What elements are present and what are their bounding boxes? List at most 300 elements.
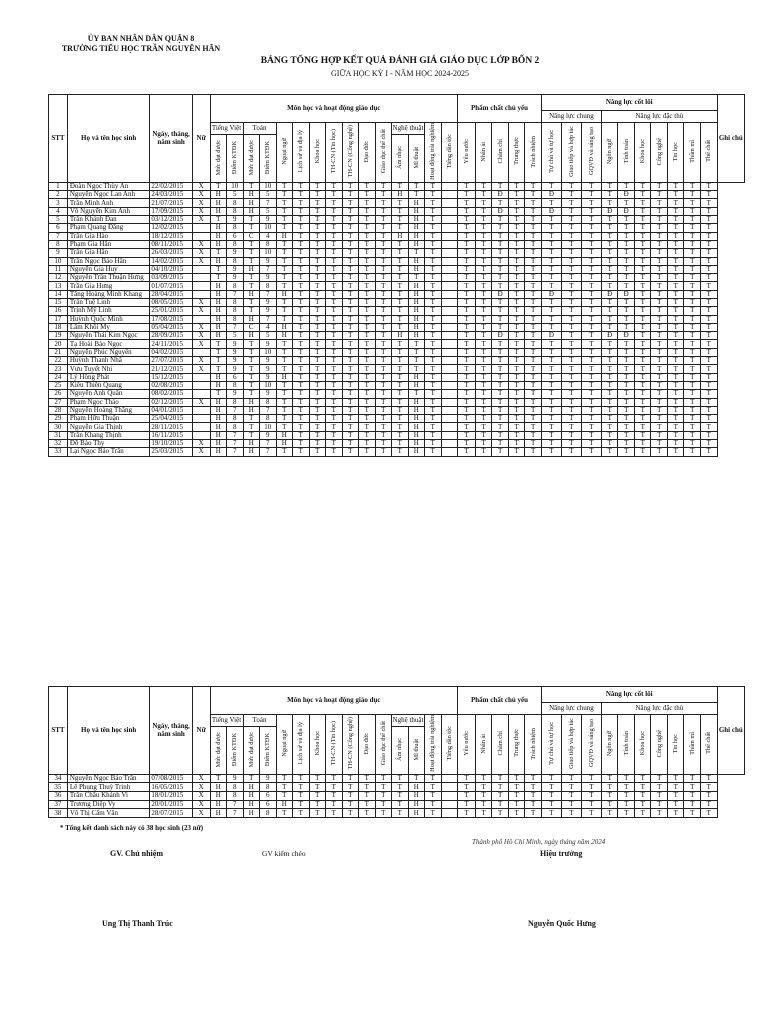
result-cell: T bbox=[492, 274, 509, 282]
result-cell: T bbox=[541, 224, 561, 232]
result-cell: T bbox=[359, 783, 376, 792]
result-cell: T bbox=[392, 307, 409, 315]
column-header-label: Điểm KTĐK bbox=[231, 733, 239, 767]
row-number: 19 bbox=[49, 332, 68, 340]
result-cell: T bbox=[458, 199, 476, 207]
result-cell: T bbox=[309, 191, 326, 199]
result-cell: T bbox=[458, 290, 476, 298]
column-header bbox=[667, 123, 684, 183]
result-cell: T bbox=[684, 398, 701, 406]
result-cell: T bbox=[293, 240, 310, 248]
result-cell: T bbox=[375, 199, 392, 207]
result-cell: T bbox=[601, 809, 618, 818]
result-cell: T bbox=[541, 448, 561, 456]
column-header bbox=[601, 123, 618, 183]
result-cell: T bbox=[326, 216, 343, 224]
birth-date: 05/04/2015 bbox=[150, 323, 192, 331]
result-cell: T bbox=[309, 315, 326, 323]
result-cell: T bbox=[508, 274, 525, 282]
result-cell: T bbox=[425, 240, 442, 248]
result-cell: T bbox=[684, 290, 701, 298]
result-cell: T bbox=[561, 199, 581, 207]
result-cell: T bbox=[342, 348, 359, 356]
result-cell: T bbox=[561, 290, 581, 298]
result-cell: T bbox=[525, 448, 542, 456]
result-cell: H bbox=[408, 257, 425, 265]
result-cell: T bbox=[425, 199, 442, 207]
result-cell bbox=[441, 340, 458, 348]
result-cell: T bbox=[601, 390, 618, 398]
result-cell: T bbox=[458, 440, 476, 448]
result-cell: T bbox=[618, 348, 635, 356]
result-cell bbox=[441, 274, 458, 282]
birth-date: 22/02/2015 bbox=[150, 182, 192, 190]
table-row bbox=[49, 274, 745, 282]
female-mark bbox=[192, 348, 210, 356]
row-number: 8 bbox=[49, 240, 68, 248]
result-cell: 8 bbox=[260, 783, 277, 792]
result-cell: T bbox=[525, 332, 542, 340]
result-cell: T bbox=[525, 406, 542, 414]
result-cell: T bbox=[359, 800, 376, 809]
result-cell: T bbox=[601, 282, 618, 290]
result-cell: T bbox=[667, 207, 684, 215]
result-cell: T bbox=[342, 357, 359, 365]
result-cell: 8 bbox=[260, 240, 277, 248]
result-cell: H bbox=[243, 406, 260, 414]
student-name: Trần Gia Hân bbox=[67, 249, 150, 257]
result-cell: T bbox=[581, 440, 601, 448]
result-cell: 10 bbox=[260, 182, 277, 190]
column-header-label: Nhân ái bbox=[480, 141, 488, 162]
result-cell: T bbox=[243, 282, 260, 290]
result-cell: T bbox=[392, 340, 409, 348]
result-cell: 8 bbox=[260, 415, 277, 423]
result-cell bbox=[441, 783, 458, 792]
result-cell: T bbox=[581, 199, 601, 207]
result-cell: T bbox=[700, 423, 717, 431]
row-number: 16 bbox=[49, 307, 68, 315]
column-header-label: Mức đạt được bbox=[247, 139, 255, 176]
result-cell: T bbox=[359, 257, 376, 265]
result-cell: T bbox=[458, 774, 476, 783]
result-cell: T bbox=[458, 800, 476, 809]
result-cell: T bbox=[684, 423, 701, 431]
result-cell: T bbox=[634, 774, 651, 783]
result-cell: T bbox=[392, 299, 409, 307]
female-header: Nữ bbox=[192, 687, 210, 775]
result-cell: T bbox=[601, 232, 618, 240]
column-header bbox=[634, 715, 651, 775]
result-cell: T bbox=[408, 182, 425, 190]
result-cell: T bbox=[276, 274, 293, 282]
result-cell: T bbox=[492, 406, 509, 414]
result-cell: T bbox=[326, 332, 343, 340]
result-cell: T bbox=[561, 357, 581, 365]
result-cell: T bbox=[309, 423, 326, 431]
result-cell: T bbox=[667, 431, 684, 439]
result-cell: H bbox=[392, 332, 409, 340]
general-competence-header: Năng lực chung bbox=[541, 703, 601, 715]
result-cell: H bbox=[210, 406, 227, 414]
birth-date: 08/11/2015 bbox=[150, 240, 192, 248]
result-cell: T bbox=[651, 240, 668, 248]
result-cell: T bbox=[700, 340, 717, 348]
qualities-group-header: Phẩm chất chủ yếu bbox=[458, 95, 542, 123]
result-cell: T bbox=[342, 315, 359, 323]
stt-header: STT bbox=[49, 687, 68, 775]
result-cell: T bbox=[276, 224, 293, 232]
student-name: Nguyễn Thái Kim Ngọc bbox=[67, 332, 150, 340]
column-header-label: Thẩm mĩ bbox=[688, 731, 696, 755]
result-cell: H bbox=[243, 398, 260, 406]
result-cell: T bbox=[210, 348, 227, 356]
result-cell: T bbox=[634, 792, 651, 801]
result-cell: T bbox=[561, 299, 581, 307]
result-cell: 7 bbox=[260, 440, 277, 448]
female-mark: X bbox=[192, 299, 210, 307]
result-cell: T bbox=[667, 265, 684, 273]
column-header-label: Tính toán bbox=[622, 731, 630, 756]
result-cell: T bbox=[684, 381, 701, 389]
result-cell: T bbox=[243, 224, 260, 232]
column-header bbox=[651, 123, 668, 183]
row-number: 36 bbox=[49, 792, 68, 801]
result-cell: T bbox=[293, 216, 310, 224]
column-header-label: Điểm KTĐK bbox=[231, 141, 239, 175]
result-cell: T bbox=[561, 207, 581, 215]
result-cell: T bbox=[634, 182, 651, 190]
result-cell: T bbox=[276, 307, 293, 315]
result-cell bbox=[441, 406, 458, 414]
result-cell: H bbox=[210, 809, 227, 818]
result-cell: T bbox=[541, 282, 561, 290]
subjects-group-header: Môn học và hoạt động giáo dục bbox=[210, 95, 458, 123]
result-cell bbox=[441, 282, 458, 290]
result-cell: T bbox=[342, 290, 359, 298]
table-row bbox=[49, 332, 745, 340]
result-cell: T bbox=[561, 307, 581, 315]
result-cell: T bbox=[425, 257, 442, 265]
student-name: Nguyễn Anh Quân bbox=[67, 390, 150, 398]
column-header-label: Thể chất bbox=[705, 140, 713, 163]
result-cell: H bbox=[276, 323, 293, 331]
result-cell: T bbox=[541, 774, 561, 783]
report-title: BẢNG TỔNG HỢP KẾT QUẢ ĐÁNH GIÁ GIÁO DỤC LỚP BỐN 2 bbox=[260, 56, 540, 66]
result-cell: 9 bbox=[227, 390, 244, 398]
result-cell: T bbox=[293, 199, 310, 207]
result-cell: T bbox=[392, 348, 409, 356]
result-cell: T bbox=[475, 265, 492, 273]
result-cell: T bbox=[700, 783, 717, 792]
checker-title: GV kiểm chéo bbox=[262, 849, 306, 858]
result-cell: T bbox=[651, 290, 668, 298]
result-cell: T bbox=[684, 315, 701, 323]
result-cell: T bbox=[525, 307, 542, 315]
result-cell: T bbox=[359, 282, 376, 290]
result-cell: H bbox=[210, 415, 227, 423]
column-header-label: Công nghệ bbox=[655, 137, 663, 166]
female-mark bbox=[192, 431, 210, 439]
result-cell: T bbox=[293, 315, 310, 323]
result-cell: T bbox=[700, 390, 717, 398]
result-cell: T bbox=[276, 207, 293, 215]
result-cell: T bbox=[525, 315, 542, 323]
result-cell: T bbox=[541, 431, 561, 439]
result-cell: 7 bbox=[260, 199, 277, 207]
result-cell: H bbox=[243, 809, 260, 818]
result-cell: H bbox=[408, 431, 425, 439]
result-cell: T bbox=[667, 783, 684, 792]
result-cell: T bbox=[408, 348, 425, 356]
result-cell: T bbox=[425, 357, 442, 365]
result-cell: H bbox=[408, 448, 425, 456]
result-cell: 10 bbox=[260, 224, 277, 232]
result-cell: T bbox=[634, 265, 651, 273]
result-cell: T bbox=[667, 299, 684, 307]
result-cell: T bbox=[458, 282, 476, 290]
result-cell: T bbox=[634, 216, 651, 224]
birth-date: 04/10/2015 bbox=[150, 265, 192, 273]
result-cell: T bbox=[561, 332, 581, 340]
result-cell: T bbox=[326, 315, 343, 323]
row-number: 20 bbox=[49, 340, 68, 348]
column-header bbox=[375, 715, 392, 775]
student-name: Tăng Hoàng Minh Khang bbox=[67, 290, 150, 298]
student-name: Võ Thị Cẩm Vân bbox=[67, 809, 150, 818]
result-cell: T bbox=[392, 224, 409, 232]
result-cell: T bbox=[475, 431, 492, 439]
result-cell: T bbox=[425, 783, 442, 792]
competence-group-header: Năng lực cốt lõi bbox=[541, 687, 717, 703]
result-cell: T bbox=[684, 406, 701, 414]
result-cell: T bbox=[618, 423, 635, 431]
result-cell: T bbox=[581, 207, 601, 215]
result-cell: 8 bbox=[260, 398, 277, 406]
column-header-label: Giáo dục thể chất bbox=[379, 129, 387, 174]
result-cell: T bbox=[375, 299, 392, 307]
column-header-label: Đạo đức bbox=[363, 732, 371, 755]
result-cell: T bbox=[359, 406, 376, 414]
result-cell: T bbox=[601, 423, 618, 431]
result-cell: C bbox=[243, 232, 260, 240]
result-cell: T bbox=[634, 290, 651, 298]
column-header-label: Hoạt động trải nghiệm bbox=[429, 715, 437, 772]
result-cell: T bbox=[425, 191, 442, 199]
result-cell: T bbox=[618, 381, 635, 389]
result-cell: T bbox=[458, 240, 476, 248]
result-cell bbox=[441, 348, 458, 356]
female-mark: X bbox=[192, 199, 210, 207]
student-name: Nguyễn Ngọc Bảo Trân bbox=[67, 774, 150, 783]
result-cell: T bbox=[541, 315, 561, 323]
art-group-header: Nghệ thuật bbox=[392, 715, 425, 727]
result-cell: T bbox=[293, 783, 310, 792]
result-cell: T bbox=[525, 323, 542, 331]
result-cell: T bbox=[458, 299, 476, 307]
result-cell: T bbox=[651, 265, 668, 273]
result-cell: T bbox=[525, 299, 542, 307]
result-cell: T bbox=[309, 340, 326, 348]
result-cell: 9 bbox=[260, 216, 277, 224]
result-cell: T bbox=[561, 783, 581, 792]
result-cell: T bbox=[581, 307, 601, 315]
result-cell: T bbox=[667, 390, 684, 398]
table-row bbox=[49, 265, 745, 273]
result-cell: H bbox=[408, 207, 425, 215]
result-cell: T bbox=[392, 792, 409, 801]
result-cell: H bbox=[408, 406, 425, 414]
result-cell: T bbox=[475, 390, 492, 398]
result-cell: T bbox=[508, 809, 525, 818]
result-cell: H bbox=[276, 290, 293, 298]
result-cell: T bbox=[684, 774, 701, 783]
result-cell: T bbox=[561, 398, 581, 406]
result-cell: T bbox=[525, 381, 542, 389]
vietnamese-header: Tiếng Việt bbox=[210, 123, 243, 135]
result-cell: T bbox=[425, 282, 442, 290]
table-row bbox=[49, 381, 745, 389]
result-cell: T bbox=[700, 431, 717, 439]
result-cell: T bbox=[541, 265, 561, 273]
result-cell: H bbox=[210, 315, 227, 323]
result-cell: T bbox=[508, 216, 525, 224]
special-competence-header: Năng lực đặc thù bbox=[601, 111, 717, 123]
result-cell: T bbox=[392, 809, 409, 818]
result-cell: T bbox=[684, 448, 701, 456]
result-cell: T bbox=[581, 809, 601, 818]
result-cell: T bbox=[618, 307, 635, 315]
result-cell: T bbox=[359, 365, 376, 373]
column-header bbox=[508, 123, 525, 183]
result-cell: T bbox=[326, 265, 343, 273]
result-cell: T bbox=[618, 232, 635, 240]
result-cell: T bbox=[581, 240, 601, 248]
result-cell: H bbox=[408, 224, 425, 232]
female-mark: X bbox=[192, 809, 210, 818]
result-cell: T bbox=[276, 315, 293, 323]
result-cell: T bbox=[276, 774, 293, 783]
table-row bbox=[49, 315, 745, 323]
table-row bbox=[49, 199, 745, 207]
result-cell: T bbox=[475, 340, 492, 348]
result-cell: 5 bbox=[260, 207, 277, 215]
result-cell: T bbox=[309, 357, 326, 365]
female-mark bbox=[192, 224, 210, 232]
result-cell: T bbox=[276, 216, 293, 224]
result-cell bbox=[441, 774, 458, 783]
result-cell: T bbox=[243, 307, 260, 315]
result-cell: T bbox=[326, 299, 343, 307]
result-cell: T bbox=[359, 357, 376, 365]
female-mark: X bbox=[192, 783, 210, 792]
result-cell: 10 bbox=[260, 249, 277, 257]
result-cell: T bbox=[475, 257, 492, 265]
result-cell: T bbox=[375, 265, 392, 273]
result-cell: T bbox=[667, 257, 684, 265]
result-cell: T bbox=[601, 365, 618, 373]
birth-date: 08/02/2015 bbox=[150, 390, 192, 398]
result-cell: T bbox=[326, 390, 343, 398]
birth-date: 21/07/2015 bbox=[150, 199, 192, 207]
teacher-title: GV. Chủ nhiệm bbox=[110, 849, 163, 858]
result-cell: T bbox=[651, 257, 668, 265]
result-cell: T bbox=[326, 323, 343, 331]
result-cell: T bbox=[276, 406, 293, 414]
result-cell: T bbox=[601, 323, 618, 331]
result-cell: Đ bbox=[601, 290, 618, 298]
result-cell: T bbox=[667, 290, 684, 298]
result-cell: T bbox=[492, 315, 509, 323]
result-cell: T bbox=[276, 340, 293, 348]
result-cell: T bbox=[525, 282, 542, 290]
row-number: 22 bbox=[49, 357, 68, 365]
result-cell: T bbox=[634, 232, 651, 240]
student-name: Trần Gia Hào bbox=[67, 232, 150, 240]
result-cell: T bbox=[634, 274, 651, 282]
result-cell: T bbox=[475, 191, 492, 199]
result-cell: T bbox=[359, 415, 376, 423]
column-header bbox=[492, 715, 509, 775]
result-cell: T bbox=[210, 265, 227, 273]
result-cell: T bbox=[634, 783, 651, 792]
result-cell: T bbox=[375, 207, 392, 215]
result-cell: T bbox=[492, 800, 509, 809]
birth-date: 27/07/2015 bbox=[150, 357, 192, 365]
result-cell: T bbox=[667, 440, 684, 448]
result-cell: T bbox=[541, 299, 561, 307]
result-cell: T bbox=[243, 240, 260, 248]
result-cell bbox=[441, 423, 458, 431]
result-cell: T bbox=[541, 365, 561, 373]
result-cell: H bbox=[210, 800, 227, 809]
row-number: 33 bbox=[49, 448, 68, 456]
birth-date: 04/01/2015 bbox=[150, 406, 192, 414]
result-cell: 8 bbox=[227, 199, 244, 207]
result-cell: Đ bbox=[541, 207, 561, 215]
result-cell: T bbox=[243, 423, 260, 431]
result-cell: T bbox=[293, 800, 310, 809]
result-cell: T bbox=[700, 332, 717, 340]
result-cell: T bbox=[508, 415, 525, 423]
result-cell: T bbox=[601, 182, 618, 190]
result-cell: H bbox=[210, 191, 227, 199]
result-cell: T bbox=[508, 207, 525, 215]
result-cell: T bbox=[243, 348, 260, 356]
result-cell: T bbox=[700, 257, 717, 265]
result-cell: 9 bbox=[227, 340, 244, 348]
result-cell: T bbox=[342, 340, 359, 348]
result-cell: T bbox=[326, 440, 343, 448]
result-cell: H bbox=[392, 232, 409, 240]
birth-date: 25/01/2015 bbox=[150, 307, 192, 315]
result-cell: T bbox=[293, 809, 310, 818]
column-header-label: TH-CN (Tin học) bbox=[330, 129, 338, 174]
result-cell: T bbox=[475, 792, 492, 801]
birth-date: 07/08/2015 bbox=[150, 774, 192, 783]
result-cell: T bbox=[309, 440, 326, 448]
student-name: Lại Ngọc Bảo Trân bbox=[67, 448, 150, 456]
result-cell: Đ bbox=[541, 191, 561, 199]
result-cell: T bbox=[293, 431, 310, 439]
table-row bbox=[49, 809, 745, 818]
result-cell bbox=[441, 792, 458, 801]
result-cell: T bbox=[508, 357, 525, 365]
result-cell: T bbox=[525, 774, 542, 783]
result-cell: T bbox=[581, 381, 601, 389]
birth-date: 18/01/2015 bbox=[150, 792, 192, 801]
notes-header: Ghi chú bbox=[717, 687, 744, 775]
